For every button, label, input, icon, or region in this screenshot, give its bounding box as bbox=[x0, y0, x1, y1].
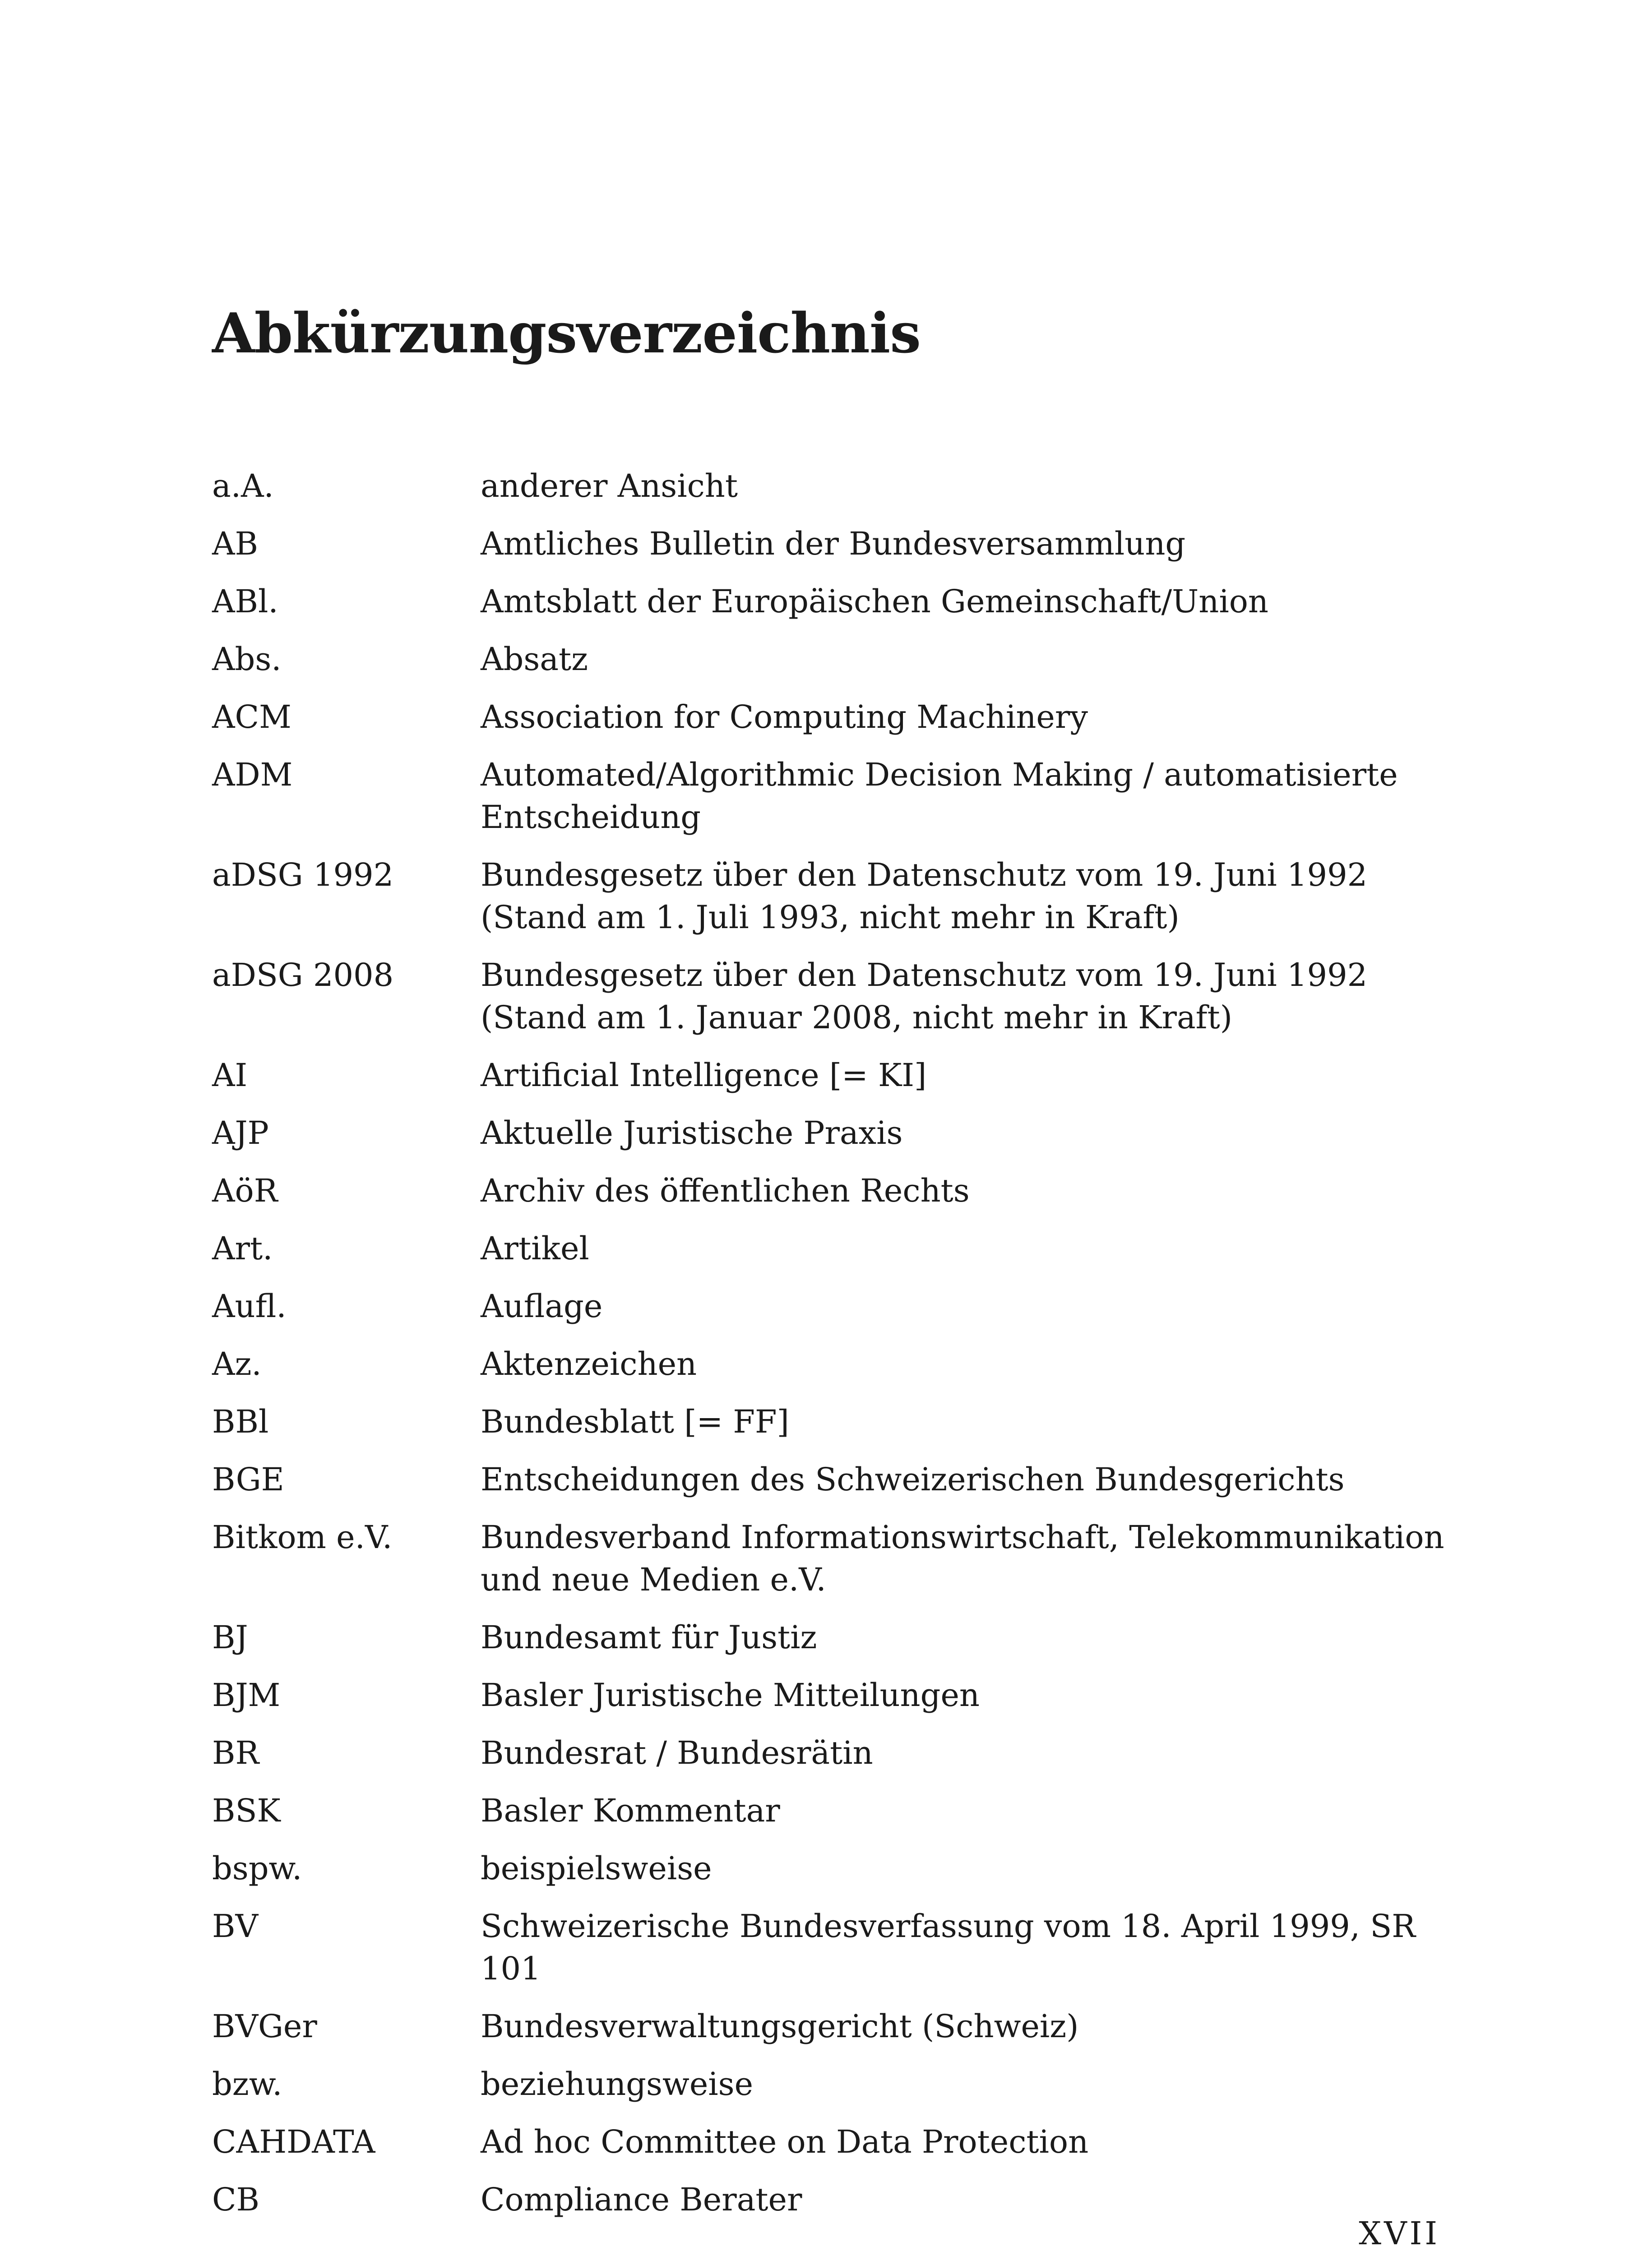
abbreviation: Aufl. bbox=[212, 1288, 287, 1325]
abbreviation-meaning: Bundesgesetz über den Datenschutz vom 19. Juni 1992 (Stand am 1. Juli 1993, nicht mehr in Kraft) bbox=[481, 856, 1368, 936]
abbreviation-meaning: Absatz bbox=[481, 641, 588, 678]
abbreviation: Art. bbox=[212, 1230, 273, 1267]
page-number: XVII bbox=[1359, 2215, 1440, 2252]
abbreviation-meaning: Entscheidungen des Schweizerischen Bundesgerichts bbox=[481, 1461, 1345, 1498]
list-item bbox=[212, 580, 1453, 623]
abbreviation: AJP bbox=[212, 1114, 269, 1151]
abbreviation-meaning: Bundesgesetz über den Datenschutz vom 19. Juni 1992 (Stand am 1. Januar 2008, nicht mehr in Kraft) bbox=[481, 957, 1368, 1036]
list-item bbox=[212, 2063, 1453, 2105]
abbreviation-meaning: Archiv des öffentlichen Rechts bbox=[481, 1172, 970, 1209]
list-item bbox=[212, 754, 1453, 838]
list-item bbox=[212, 1789, 1453, 1832]
abbreviation-meaning: Bundesverwaltungsgericht (Schweiz) bbox=[481, 2008, 1079, 2045]
list-item bbox=[212, 1343, 1453, 1385]
abbreviation: BJ bbox=[212, 1619, 248, 1656]
abbreviation: AI bbox=[212, 1057, 248, 1094]
abbreviation-list bbox=[212, 465, 1453, 2236]
abbreviation: ABl. bbox=[212, 583, 278, 620]
abbreviation: AB bbox=[212, 525, 258, 562]
list-item bbox=[212, 1458, 1453, 1501]
list-item bbox=[212, 1516, 1453, 1601]
list-item bbox=[212, 1112, 1453, 1154]
list-item bbox=[212, 638, 1453, 680]
abbreviation-meaning: beziehungsweise bbox=[481, 2066, 753, 2103]
abbreviation-meaning: Auflage bbox=[481, 1288, 603, 1325]
abbreviation: CB bbox=[212, 2181, 259, 2218]
abbreviation-meaning: Artificial Intelligence [= KI] bbox=[481, 1057, 927, 1094]
list-item bbox=[212, 1674, 1453, 1716]
abbreviation: BJM bbox=[212, 1677, 281, 1714]
page-title: Abkürzungsverzeichnis bbox=[212, 300, 921, 365]
list-item bbox=[212, 1847, 1453, 1890]
abbreviation: aDSG 2008 bbox=[212, 957, 394, 994]
abbreviation-meaning: anderer Ansicht bbox=[481, 467, 738, 504]
list-item bbox=[212, 1170, 1453, 1212]
abbreviation: a.A. bbox=[212, 467, 274, 504]
list-item bbox=[212, 954, 1453, 1039]
abbreviation-meaning: Bundesblatt [= FF] bbox=[481, 1403, 789, 1440]
abbreviation-meaning: Schweizerische Bundesverfassung vom 18. April 1999, SR 101 bbox=[481, 1908, 1416, 1987]
abbreviation: BSK bbox=[212, 1792, 281, 1829]
abbreviation: CAHDATA bbox=[212, 2123, 375, 2160]
abbreviation-meaning: Bundesrat / Bundesrätin bbox=[481, 1734, 873, 1771]
list-item bbox=[212, 1285, 1453, 1327]
abbreviation: BVGer bbox=[212, 2008, 317, 2045]
abbreviation: Abs. bbox=[212, 641, 282, 678]
list-item bbox=[212, 1616, 1453, 1659]
abbreviation: BBl bbox=[212, 1403, 269, 1440]
abbreviation-meaning: Automated/Algorithmic Decision Making / automatisierte Entscheidung bbox=[481, 756, 1398, 836]
abbreviation-meaning: Basler Kommentar bbox=[481, 1792, 780, 1829]
list-item bbox=[212, 1054, 1453, 1096]
list-item bbox=[212, 1227, 1453, 1270]
abbreviation-meaning: Aktuelle Juristische Praxis bbox=[481, 1114, 903, 1151]
abbreviation: BV bbox=[212, 1908, 258, 1945]
list-item bbox=[212, 1401, 1453, 1443]
abbreviation: BR bbox=[212, 1734, 259, 1771]
abbreviation-meaning: Association for Computing Machinery bbox=[481, 698, 1088, 735]
abbreviation-meaning: Ad hoc Committee on Data Protection bbox=[481, 2123, 1089, 2160]
abbreviation-meaning: Amtsblatt der Europäischen Gemeinschaft/Union bbox=[481, 583, 1268, 620]
list-item bbox=[212, 696, 1453, 738]
abbreviation-meaning: Aktenzeichen bbox=[481, 1345, 697, 1382]
abbreviation: ACM bbox=[212, 698, 292, 735]
list-item bbox=[212, 1905, 1453, 1990]
abbreviation: bspw. bbox=[212, 1850, 302, 1887]
abbreviation-meaning: Basler Juristische Mitteilungen bbox=[481, 1677, 980, 1714]
abbreviation-meaning: Amtliches Bulletin der Bundesversammlung bbox=[481, 525, 1186, 562]
list-item bbox=[212, 2005, 1453, 2048]
abbreviation: aDSG 1992 bbox=[212, 856, 394, 893]
abbreviation-meaning: beispielsweise bbox=[481, 1850, 712, 1887]
abbreviation-meaning: Compliance Berater bbox=[481, 2181, 802, 2218]
list-item bbox=[212, 522, 1453, 565]
abbreviation: BGE bbox=[212, 1461, 284, 1498]
list-item bbox=[212, 2178, 1453, 2221]
abbreviation-meaning: Bundesverband Informationswirtschaft, Telekommunikation und neue Medien e.V. bbox=[481, 1519, 1444, 1598]
list-item bbox=[212, 854, 1453, 938]
abbreviation-meaning: Bundesamt für Justiz bbox=[481, 1619, 817, 1656]
list-item bbox=[212, 2121, 1453, 2163]
list-item bbox=[212, 465, 1453, 507]
abbreviation: Az. bbox=[212, 1345, 262, 1382]
abbreviation: bzw. bbox=[212, 2066, 282, 2103]
abbreviation: AöR bbox=[212, 1172, 278, 1209]
list-item bbox=[212, 1732, 1453, 1774]
abbreviation-meaning: Artikel bbox=[481, 1230, 589, 1267]
abbreviation: Bitkom e.V. bbox=[212, 1519, 393, 1556]
abbreviation: ADM bbox=[212, 756, 293, 793]
